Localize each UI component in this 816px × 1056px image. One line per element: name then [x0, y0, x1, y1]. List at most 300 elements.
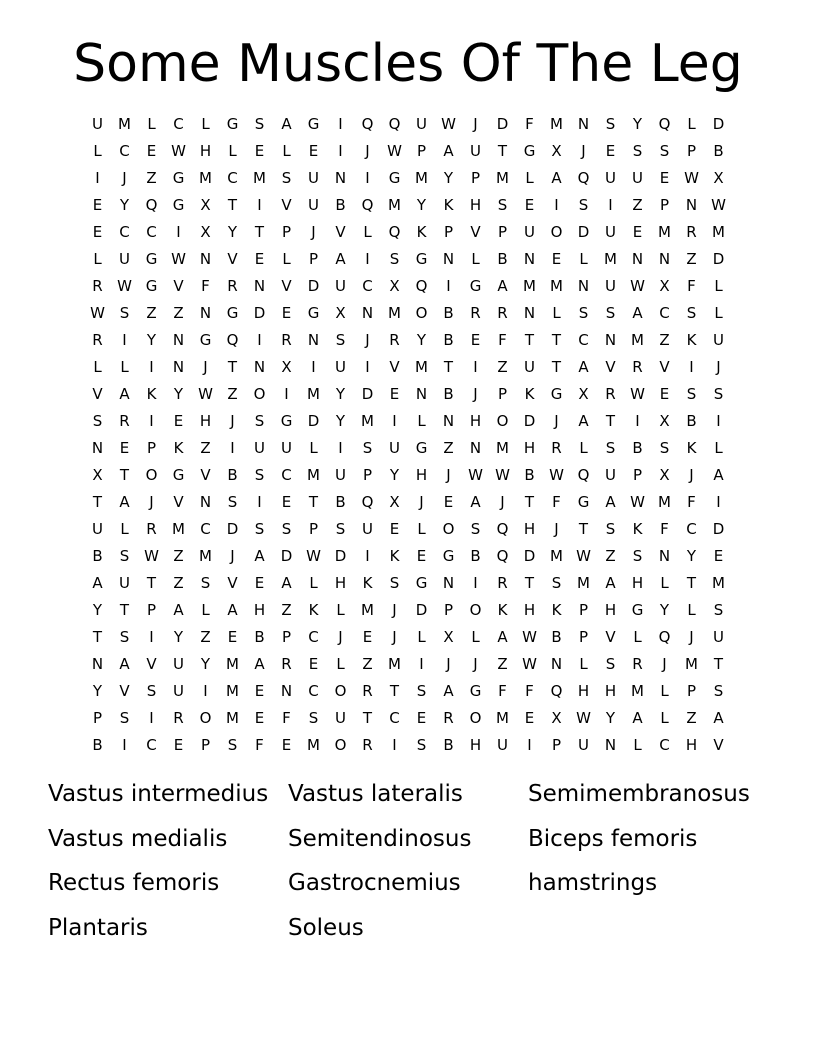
grid-letter[interactable]: W [522, 655, 537, 673]
grid-letter[interactable]: C [308, 682, 319, 700]
grid-letter[interactable]: T [713, 655, 724, 673]
grid-letter[interactable]: J [500, 493, 505, 511]
grid-letter[interactable]: L [93, 358, 102, 376]
grid-letter[interactable]: L [282, 250, 291, 268]
grid-letter[interactable]: Z [686, 709, 697, 727]
grid-letter[interactable]: U [335, 277, 346, 295]
grid-letter[interactable]: I [230, 439, 235, 457]
grid-letter[interactable]: Q [550, 682, 563, 700]
grid-letter[interactable]: H [604, 601, 617, 619]
grid-letter[interactable]: R [119, 412, 130, 430]
grid-letter[interactable]: K [686, 331, 697, 349]
grid-letter[interactable]: S [119, 304, 130, 322]
grid-letter[interactable]: P [497, 223, 508, 241]
grid-letter[interactable]: H [631, 574, 644, 592]
grid-letter[interactable]: H [199, 412, 212, 430]
grid-letter[interactable]: H [334, 574, 347, 592]
grid-letter[interactable]: P [551, 736, 562, 754]
grid-letter[interactable]: W [171, 250, 186, 268]
grid-letter[interactable]: Y [443, 169, 454, 187]
grid-letter[interactable]: M [631, 331, 644, 349]
grid-letter[interactable]: I [635, 412, 640, 430]
grid-letter[interactable]: U [119, 250, 130, 268]
grid-letter[interactable]: M [199, 547, 212, 565]
grid-letter[interactable]: L [633, 736, 642, 754]
grid-letter[interactable]: I [311, 358, 316, 376]
grid-letter[interactable]: G [415, 250, 428, 268]
grid-letter[interactable]: F [498, 682, 507, 700]
grid-letter[interactable]: E [632, 223, 643, 241]
grid-letter[interactable]: O [550, 223, 563, 241]
grid-letter[interactable]: Y [686, 547, 697, 565]
grid-letter[interactable]: G [307, 304, 320, 322]
grid-letter[interactable]: C [308, 628, 319, 646]
grid-letter[interactable]: M [415, 358, 428, 376]
grid-letter[interactable]: W [468, 466, 483, 484]
grid-letter[interactable]: T [227, 358, 238, 376]
grid-letter[interactable]: C [227, 169, 238, 187]
grid-letter[interactable]: T [524, 574, 535, 592]
grid-letter[interactable]: N [361, 304, 374, 322]
grid-letter[interactable]: R [173, 709, 184, 727]
grid-letter[interactable]: D [523, 547, 536, 565]
grid-letter[interactable]: H [199, 142, 212, 160]
grid-letter[interactable]: N [199, 304, 212, 322]
grid-letter[interactable]: T [443, 358, 454, 376]
grid-letter[interactable]: L [417, 412, 426, 430]
grid-letter[interactable]: A [578, 412, 589, 430]
grid-letter[interactable]: X [551, 142, 562, 160]
grid-letter[interactable]: G [469, 277, 482, 295]
grid-letter[interactable]: I [338, 439, 343, 457]
grid-letter[interactable]: Z [227, 385, 238, 403]
grid-letter[interactable]: J [662, 655, 667, 673]
grid-letter[interactable]: S [389, 574, 400, 592]
grid-letter[interactable]: L [687, 115, 696, 133]
grid-letter[interactable]: A [281, 574, 292, 592]
grid-letter[interactable]: C [119, 223, 130, 241]
grid-letter[interactable]: B [227, 466, 238, 484]
grid-letter[interactable]: U [524, 358, 535, 376]
grid-letter[interactable]: S [497, 196, 508, 214]
grid-letter[interactable]: K [443, 196, 454, 214]
grid-letter[interactable]: Y [416, 196, 427, 214]
grid-letter[interactable]: S [227, 493, 238, 511]
grid-letter[interactable]: E [470, 331, 481, 349]
grid-letter[interactable]: U [524, 223, 535, 241]
grid-letter[interactable]: B [686, 412, 697, 430]
grid-letter[interactable]: V [281, 196, 292, 214]
grid-letter[interactable]: C [200, 520, 211, 538]
grid-letter[interactable]: Q [415, 277, 428, 295]
grid-letter[interactable]: I [365, 547, 370, 565]
grid-letter[interactable]: B [443, 304, 454, 322]
grid-letter[interactable]: G [469, 682, 482, 700]
grid-letter[interactable]: N [577, 115, 590, 133]
grid-letter[interactable]: Z [173, 547, 184, 565]
grid-letter[interactable]: W [522, 628, 537, 646]
grid-letter[interactable]: J [446, 655, 451, 673]
grid-letter[interactable]: K [146, 385, 157, 403]
grid-letter[interactable]: U [119, 574, 130, 592]
grid-letter[interactable]: R [497, 574, 508, 592]
grid-letter[interactable]: O [334, 682, 347, 700]
grid-letter[interactable]: N [577, 277, 590, 295]
grid-letter[interactable]: N [172, 358, 185, 376]
grid-letter[interactable]: S [713, 385, 724, 403]
grid-letter[interactable]: J [554, 412, 559, 430]
grid-letter[interactable]: E [146, 142, 157, 160]
grid-letter[interactable]: Y [389, 466, 400, 484]
grid-letter[interactable]: B [92, 547, 103, 565]
grid-letter[interactable]: I [392, 412, 397, 430]
grid-letter[interactable]: V [92, 385, 103, 403]
grid-letter[interactable]: M [307, 466, 320, 484]
grid-letter[interactable]: S [389, 250, 400, 268]
grid-letter[interactable]: H [685, 736, 698, 754]
grid-letter[interactable]: L [201, 601, 210, 619]
grid-letter[interactable]: N [631, 250, 644, 268]
grid-letter[interactable]: U [308, 196, 319, 214]
grid-letter[interactable]: I [716, 412, 721, 430]
grid-letter[interactable]: U [92, 115, 103, 133]
grid-letter[interactable]: L [714, 277, 723, 295]
grid-letter[interactable]: F [255, 736, 264, 754]
grid-letter[interactable]: P [308, 520, 319, 538]
grid-letter[interactable]: K [389, 547, 400, 565]
grid-letter[interactable]: E [524, 196, 535, 214]
grid-letter[interactable]: C [686, 520, 697, 538]
grid-letter[interactable]: P [497, 385, 508, 403]
grid-letter[interactable]: Z [497, 655, 508, 673]
grid-letter[interactable]: J [554, 520, 559, 538]
grid-letter[interactable]: X [578, 385, 589, 403]
grid-letter[interactable]: S [605, 304, 616, 322]
grid-letter[interactable]: P [92, 709, 103, 727]
grid-letter[interactable]: S [659, 439, 670, 457]
grid-letter[interactable]: W [90, 304, 105, 322]
grid-letter[interactable]: J [581, 142, 586, 160]
grid-letter[interactable]: S [281, 169, 292, 187]
grid-letter[interactable]: S [119, 709, 130, 727]
grid-letter[interactable]: R [497, 304, 508, 322]
grid-letter[interactable]: C [146, 223, 157, 241]
grid-letter[interactable]: L [93, 142, 102, 160]
grid-letter[interactable]: S [227, 736, 238, 754]
grid-letter[interactable]: A [497, 628, 508, 646]
grid-letter[interactable]: Q [361, 493, 374, 511]
grid-letter[interactable]: N [442, 412, 455, 430]
grid-letter[interactable]: W [495, 466, 510, 484]
grid-letter[interactable]: G [145, 277, 158, 295]
grid-letter[interactable]: F [525, 682, 534, 700]
grid-letter[interactable]: E [551, 250, 562, 268]
grid-letter[interactable]: F [201, 277, 210, 295]
grid-letter[interactable]: I [338, 115, 343, 133]
grid-letter[interactable]: X [200, 223, 211, 241]
grid-letter[interactable]: J [446, 466, 451, 484]
grid-letter[interactable]: N [280, 682, 293, 700]
grid-letter[interactable]: R [632, 655, 643, 673]
grid-letter[interactable]: D [334, 547, 347, 565]
grid-letter[interactable]: H [469, 412, 482, 430]
grid-letter[interactable]: N [604, 331, 617, 349]
grid-letter[interactable]: G [415, 574, 428, 592]
grid-letter[interactable]: E [254, 250, 265, 268]
grid-letter[interactable]: V [227, 574, 238, 592]
grid-letter[interactable]: D [415, 601, 428, 619]
grid-letter[interactable]: E [362, 628, 373, 646]
grid-letter[interactable]: A [443, 142, 454, 160]
grid-letter[interactable]: T [362, 709, 373, 727]
grid-letter[interactable]: S [605, 439, 616, 457]
grid-letter[interactable]: N [523, 304, 536, 322]
grid-letter[interactable]: X [389, 493, 400, 511]
grid-letter[interactable]: H [604, 682, 617, 700]
grid-letter[interactable]: L [120, 520, 129, 538]
grid-letter[interactable]: N [658, 547, 671, 565]
grid-letter[interactable]: Y [335, 412, 346, 430]
grid-letter[interactable]: G [577, 493, 590, 511]
grid-letter[interactable]: T [254, 223, 265, 241]
grid-letter[interactable]: T [524, 493, 535, 511]
grid-letter[interactable]: P [281, 223, 292, 241]
grid-letter[interactable]: P [578, 628, 589, 646]
grid-letter[interactable]: P [146, 601, 157, 619]
grid-letter[interactable]: L [309, 574, 318, 592]
grid-letter[interactable]: N [685, 196, 698, 214]
grid-letter[interactable]: W [144, 547, 159, 565]
grid-letter[interactable]: Y [416, 331, 427, 349]
grid-letter[interactable]: P [443, 601, 454, 619]
grid-letter[interactable]: A [281, 115, 292, 133]
grid-letter[interactable]: M [604, 250, 617, 268]
grid-letter[interactable]: J [365, 142, 370, 160]
grid-letter[interactable]: M [415, 169, 428, 187]
grid-letter[interactable]: N [199, 250, 212, 268]
grid-letter[interactable]: G [172, 466, 185, 484]
grid-letter[interactable]: P [200, 736, 211, 754]
grid-letter[interactable]: K [362, 574, 373, 592]
grid-letter[interactable]: L [363, 223, 372, 241]
grid-letter[interactable]: P [632, 466, 643, 484]
grid-letter[interactable]: M [118, 115, 131, 133]
grid-letter[interactable]: C [173, 115, 184, 133]
grid-letter[interactable]: R [362, 682, 373, 700]
grid-letter[interactable]: D [361, 385, 374, 403]
grid-letter[interactable]: N [172, 331, 185, 349]
grid-letter[interactable]: C [281, 466, 292, 484]
grid-letter[interactable]: I [392, 736, 397, 754]
grid-letter[interactable]: M [361, 601, 374, 619]
grid-letter[interactable]: M [361, 412, 374, 430]
grid-letter[interactable]: C [659, 304, 670, 322]
grid-letter[interactable]: V [146, 655, 157, 673]
grid-letter[interactable]: L [633, 628, 642, 646]
grid-letter[interactable]: L [714, 439, 723, 457]
grid-letter[interactable]: P [659, 196, 670, 214]
grid-letter[interactable]: B [713, 142, 724, 160]
grid-letter[interactable]: P [443, 223, 454, 241]
grid-letter[interactable]: D [523, 412, 536, 430]
grid-letter[interactable]: P [470, 169, 481, 187]
grid-letter[interactable]: G [631, 601, 644, 619]
grid-letter[interactable]: Z [443, 439, 454, 457]
grid-letter[interactable]: A [713, 466, 724, 484]
grid-letter[interactable]: N [415, 385, 428, 403]
grid-letter[interactable]: P [416, 142, 427, 160]
grid-letter[interactable]: H [415, 466, 428, 484]
grid-letter[interactable]: A [470, 493, 481, 511]
grid-letter[interactable]: K [524, 385, 535, 403]
grid-letter[interactable]: G [145, 250, 158, 268]
grid-letter[interactable]: L [579, 655, 588, 673]
grid-letter[interactable]: S [254, 520, 265, 538]
grid-letter[interactable]: S [713, 682, 724, 700]
grid-letter[interactable]: G [172, 196, 185, 214]
grid-letter[interactable]: E [92, 196, 103, 214]
grid-letter[interactable]: A [605, 574, 616, 592]
grid-letter[interactable]: J [230, 412, 235, 430]
grid-letter[interactable]: L [228, 142, 237, 160]
grid-letter[interactable]: E [92, 223, 103, 241]
grid-letter[interactable]: F [552, 493, 561, 511]
grid-letter[interactable]: I [203, 682, 208, 700]
grid-letter[interactable]: P [578, 601, 589, 619]
grid-letter[interactable]: G [226, 115, 239, 133]
grid-letter[interactable]: Z [146, 169, 157, 187]
grid-letter[interactable]: S [470, 520, 481, 538]
grid-letter[interactable]: L [93, 250, 102, 268]
grid-letter[interactable]: S [335, 520, 346, 538]
grid-letter[interactable]: V [470, 223, 481, 241]
grid-letter[interactable]: M [523, 277, 536, 295]
grid-letter[interactable]: M [388, 196, 401, 214]
grid-letter[interactable]: F [525, 115, 534, 133]
grid-letter[interactable]: O [253, 385, 266, 403]
grid-letter[interactable]: E [389, 385, 400, 403]
grid-letter[interactable]: E [308, 655, 319, 673]
grid-letter[interactable]: J [473, 115, 478, 133]
grid-letter[interactable]: W [306, 547, 321, 565]
grid-letter[interactable]: Z [173, 304, 184, 322]
grid-letter[interactable]: W [171, 142, 186, 160]
grid-letter[interactable]: F [498, 331, 507, 349]
grid-letter[interactable]: O [145, 466, 158, 484]
grid-letter[interactable]: X [551, 709, 562, 727]
grid-letter[interactable]: V [173, 493, 184, 511]
grid-letter[interactable]: X [659, 412, 670, 430]
grid-letter[interactable]: V [713, 736, 724, 754]
grid-letter[interactable]: L [309, 439, 318, 457]
grid-letter[interactable]: S [632, 547, 643, 565]
grid-letter[interactable]: N [442, 250, 455, 268]
grid-letter[interactable]: Q [226, 331, 239, 349]
grid-letter[interactable]: G [226, 304, 239, 322]
grid-letter[interactable]: M [550, 115, 563, 133]
grid-letter[interactable]: M [712, 574, 725, 592]
grid-letter[interactable]: I [419, 655, 424, 673]
grid-letter[interactable]: K [632, 520, 643, 538]
grid-letter[interactable]: M [388, 655, 401, 673]
grid-letter[interactable]: W [441, 115, 456, 133]
grid-letter[interactable]: S [686, 385, 697, 403]
grid-letter[interactable]: S [92, 412, 103, 430]
grid-letter[interactable]: A [551, 169, 562, 187]
grid-letter[interactable]: E [281, 736, 292, 754]
grid-letter[interactable]: H [577, 682, 590, 700]
grid-letter[interactable]: T [497, 142, 508, 160]
grid-letter[interactable]: P [362, 466, 373, 484]
grid-letter[interactable]: B [443, 331, 454, 349]
grid-letter[interactable]: B [254, 628, 265, 646]
grid-letter[interactable]: D [226, 520, 239, 538]
grid-letter[interactable]: R [362, 736, 373, 754]
grid-letter[interactable]: N [253, 358, 266, 376]
grid-letter[interactable]: B [335, 196, 346, 214]
grid-letter[interactable]: B [443, 736, 454, 754]
grid-letter[interactable]: D [712, 520, 725, 538]
grid-letter[interactable]: T [524, 331, 535, 349]
grid-letter[interactable]: J [203, 358, 208, 376]
grid-letter[interactable]: E [173, 412, 184, 430]
grid-letter[interactable]: A [443, 682, 454, 700]
grid-letter[interactable]: J [365, 331, 370, 349]
grid-letter[interactable]: M [550, 277, 563, 295]
grid-letter[interactable]: J [122, 169, 127, 187]
grid-letter[interactable]: W [117, 277, 132, 295]
grid-letter[interactable]: C [362, 277, 373, 295]
grid-letter[interactable]: J [419, 493, 424, 511]
grid-letter[interactable]: O [199, 709, 212, 727]
grid-letter[interactable]: A [335, 250, 346, 268]
grid-letter[interactable]: U [254, 439, 265, 457]
grid-letter[interactable]: I [338, 142, 343, 160]
grid-letter[interactable]: Y [119, 196, 130, 214]
grid-letter[interactable]: Q [496, 547, 509, 565]
grid-letter[interactable]: Y [173, 628, 184, 646]
grid-letter[interactable]: T [146, 574, 157, 592]
grid-letter[interactable]: Q [577, 169, 590, 187]
grid-letter[interactable]: L [336, 655, 345, 673]
grid-letter[interactable]: M [226, 709, 239, 727]
grid-letter[interactable]: L [201, 115, 210, 133]
grid-letter[interactable]: I [95, 169, 100, 187]
grid-letter[interactable]: X [200, 196, 211, 214]
grid-letter[interactable]: R [605, 385, 616, 403]
grid-letter[interactable]: E [443, 493, 454, 511]
grid-letter[interactable]: M [388, 304, 401, 322]
grid-letter[interactable]: G [307, 115, 320, 133]
grid-letter[interactable]: H [253, 601, 266, 619]
grid-letter[interactable]: K [686, 439, 697, 457]
grid-letter[interactable]: S [362, 439, 373, 457]
grid-letter[interactable]: V [281, 277, 292, 295]
grid-letter[interactable]: T [92, 493, 103, 511]
grid-letter[interactable]: U [389, 439, 400, 457]
grid-letter[interactable]: P [146, 439, 157, 457]
grid-letter[interactable]: S [416, 736, 427, 754]
grid-letter[interactable]: T [605, 412, 616, 430]
grid-letter[interactable]: U [362, 520, 373, 538]
grid-letter[interactable]: Q [145, 196, 158, 214]
grid-letter[interactable]: O [442, 520, 455, 538]
grid-letter[interactable]: W [630, 493, 645, 511]
grid-letter[interactable]: Y [632, 115, 643, 133]
grid-letter[interactable]: W [549, 466, 564, 484]
grid-letter[interactable]: M [226, 682, 239, 700]
grid-letter[interactable]: I [149, 412, 154, 430]
